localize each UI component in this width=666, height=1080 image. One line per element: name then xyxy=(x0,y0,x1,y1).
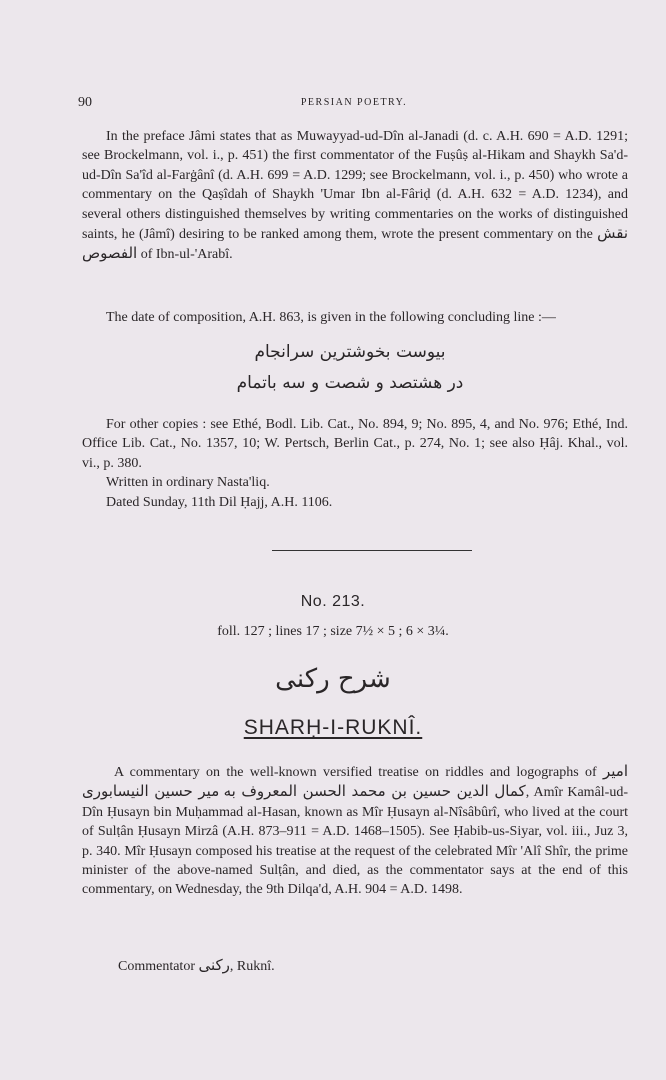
paragraph-other-copies xyxy=(82,415,628,512)
couplet-line-1: بیوست بخوشترین سرانجام xyxy=(254,342,446,362)
author-name-arabic-2: میر حسین النیسابوری xyxy=(82,782,220,801)
paragraph-composition-date: The date of composition, A.H. 863, is given in the following concluding line :— xyxy=(106,310,556,325)
commentator-name: , Ruknî. xyxy=(229,959,275,974)
commentary-pre: logographs of xyxy=(516,765,597,780)
commentator-arabic: رکنی xyxy=(198,956,230,974)
entry-title: SHARḤ-I-RUKNÎ. xyxy=(243,716,423,739)
author-name-arabic-1: امیر کمال الدین حسین بن محمد الحسن المعروف به xyxy=(223,762,628,801)
paragraph-preface-end-pre: commentary on the xyxy=(483,227,593,243)
page-number: 90 xyxy=(78,95,92,110)
page-header xyxy=(78,95,630,113)
arabic-title: شرح رکنی xyxy=(275,664,391,694)
paragraph-commentary xyxy=(82,762,628,900)
paragraph-preface-end-post: of Ibn-ul-'Arabî. xyxy=(140,247,233,263)
couplet-line-2: در هشتصد و شصت و سه باتمام xyxy=(236,373,464,393)
other-copies-text: For other copies : see Ethé, Bodl. Lib. Cat., No. 894, 9; No. 895, 4, and No. 976; Ethé, Ind. Office Lib. Cat., No. 1357, 10; W. Pertsch, Berlin Cat., p. 274, No. 1; see also Ḥâj. Khal., vol. vi., p. 380. xyxy=(82,417,628,471)
dated-note: Dated Sunday, 11th Dil Ḥajj, A.H. 1106. xyxy=(106,494,333,510)
commentary-rest: , Amîr Kamâl-ud-Dîn Ḥusayn bin Muḥammad al-Hasan, known as Mîr Ḥusayn al-Nîsâbûrî, who lived at the court of Sulṭân Ḥusayn Mirzâ (A.H. 873–911 = A.D. 1468–1505). See Ḥabib-us-Siyar, vol. iii., Juz 3, p. 340. Mîr Ḥusayn composed his treatise at the request of the celebrated Mîr 'Alî Shîr, the prime minister of the above-named Sulṭân, and died, as the commentator says at the end of this commentary, on Wednesday, the 9th Dilqa'd, A.H. 904 = A.D. 1498. xyxy=(82,785,628,898)
naqsh-al-fusus-arabic: نقش الفصوص xyxy=(82,224,629,263)
commentator-label: Commentator xyxy=(118,959,195,974)
running-title: PERSIAN POETRY. xyxy=(300,97,408,108)
paragraph-preface xyxy=(82,127,628,265)
section-divider xyxy=(272,550,472,551)
commentary-line1: A commentary on the well-known versified treatise on riddles and xyxy=(114,765,511,780)
commentator-line xyxy=(118,956,275,975)
paragraph-preface-text: In the preface Jâmi states that as Muwayyad-ud-Dîn al-Janadi (d. c. A.H. 690 = A.D. 1291; see Brockelmann, vol. i., p. 451) the first commentator of the Fuṣûṣ al-Hikam and Shaykh Sa'd-ud-Dîn Sa'îd al-Farġânî (d. A.H. 699 = A.D. 1299; see Brockelmann, vol. i., p. 450) who wrote a commentary on the Qaṣîdah of Shaykh 'Umar Ibn al-Fâriḍ (d. A.H. 632 = A.D. 1234), and several others distinguished themselves by writing commentaries on the works of distinguished saints, he (Jâmî) desiring to be ranked among them, wrote the present xyxy=(82,129,628,243)
written-note: Written in ordinary Nasta'liq. xyxy=(106,475,270,491)
entry-number: No. 213. xyxy=(300,593,366,610)
folio-details: foll. 127 ; lines 17 ; size 7½ × 5 ; 6 × 3¼. xyxy=(217,624,449,639)
